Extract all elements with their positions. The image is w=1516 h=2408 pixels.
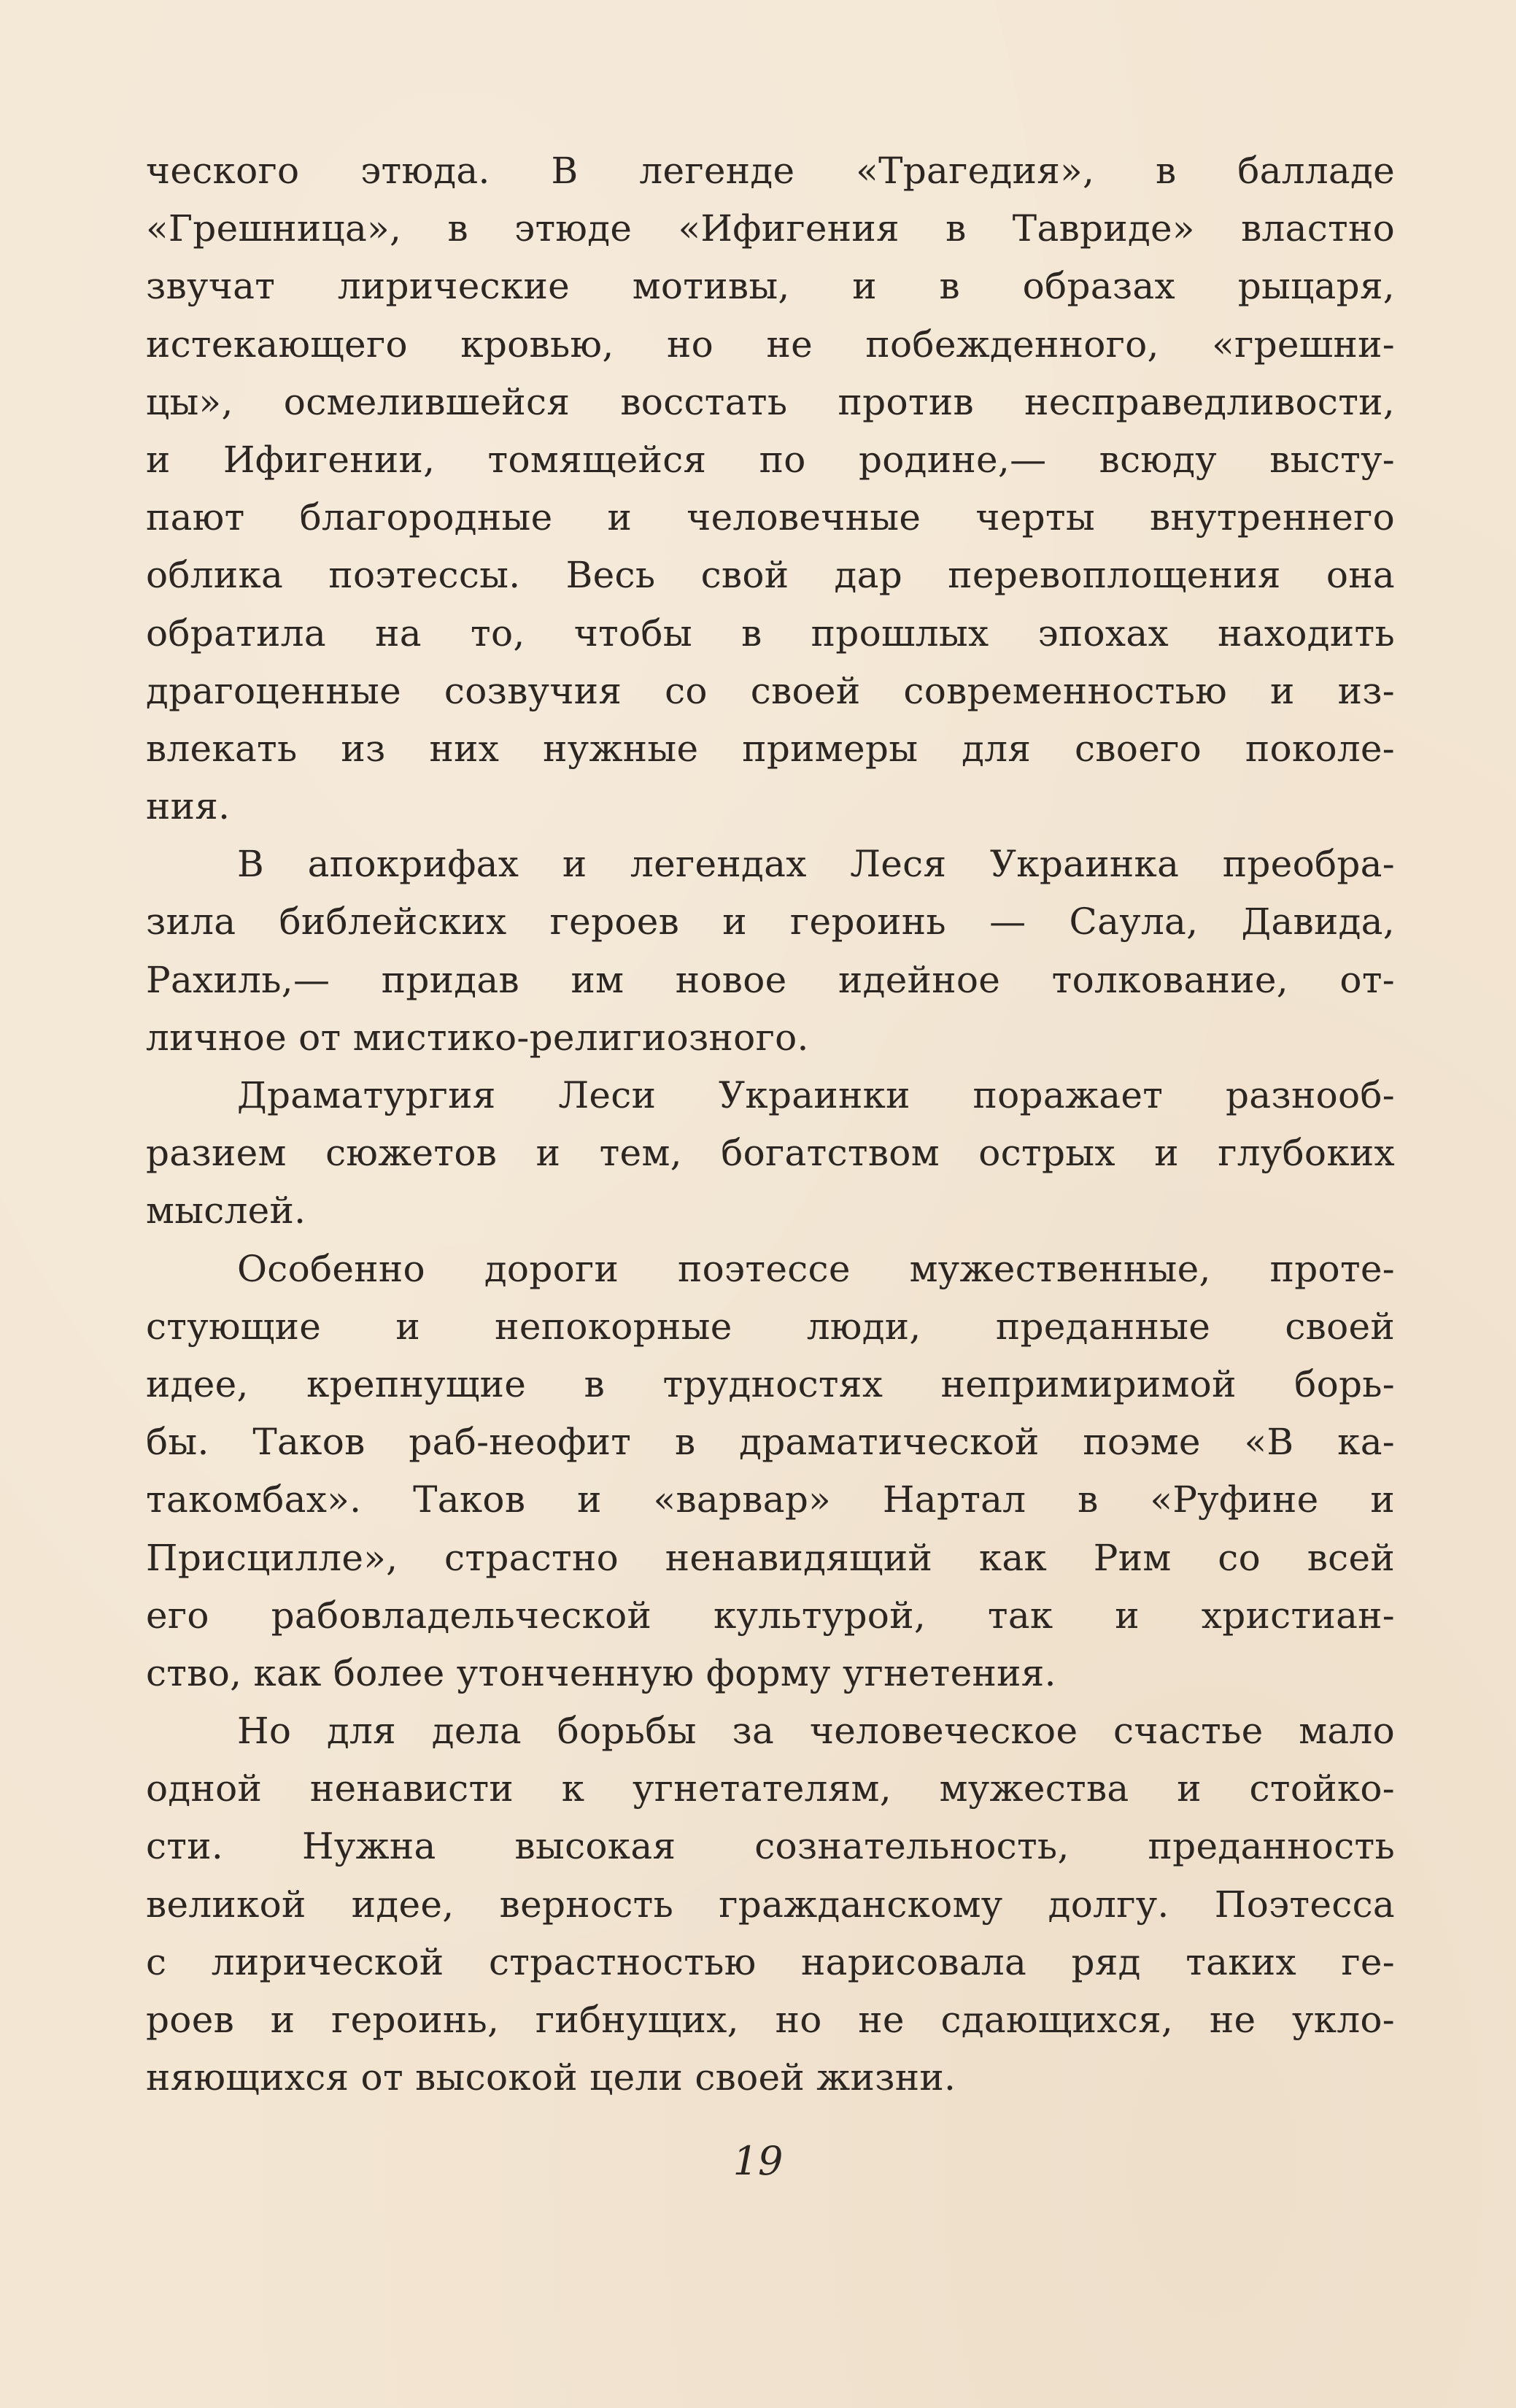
text-line: с лирической страстностью нарисовала ряд таких ге-	[146, 1940, 1395, 1983]
text-line: разием сюжетов и тем, богатством острых и глубоких	[146, 1132, 1395, 1175]
text-line: мыслей.	[146, 1189, 306, 1232]
text-line: драгоценные созвучия со своей современностью и из-	[146, 669, 1395, 712]
text-line: «Грешница», в этюде «Ифигения в Тавриде» властно	[146, 207, 1395, 250]
text-line: зила библейских героев и героинь — Саула, Давида,	[146, 900, 1395, 943]
text-line: истекающего кровью, но не побежденного, «грешни-	[146, 323, 1395, 366]
text-line: сти. Нужна высокая сознательность, преданность	[146, 1825, 1395, 1868]
text-line: роев и героинь, гибнущих, но не сдающихся, не укло-	[146, 1999, 1395, 2041]
text-line: бы. Таков раб-неофит в драматической поэме «В ка-	[146, 1421, 1395, 1464]
text-line: ческого этюда. В легенде «Трагедия», в балладе	[146, 150, 1395, 192]
text-line: облика поэтессы. Весь свой дар перевоплощения она	[146, 554, 1395, 597]
page-number: 19	[732, 2138, 784, 2184]
body-text	[146, 142, 1395, 2107]
text-line: В апокрифах и легендах Леся Украинка преобра-	[237, 843, 1395, 886]
text-line: няющихся от высокой цели своей жизни.	[146, 2056, 956, 2099]
text-line: ния.	[146, 785, 231, 828]
text-line: великой идее, верность гражданскому долгу. Поэтесса	[146, 1883, 1395, 1926]
text-line: влекать из них нужные примеры для своего поколе-	[146, 727, 1395, 770]
text-line: его рабовладельческой культурой, так и христиан-	[146, 1594, 1395, 1637]
text-line: Драматургия Леси Украинки поражает разнооб-	[237, 1074, 1395, 1116]
text-line: идее, крепнущие в трудностях непримиримой борь-	[146, 1362, 1395, 1405]
text-line: Особенно дороги поэтессе мужественные, проте-	[237, 1247, 1395, 1290]
text-line: Присцилле», страстно ненавидящий как Рим со всей	[146, 1536, 1395, 1579]
text-line: пают благородные и человечные черты внутреннего	[146, 496, 1395, 539]
text-line: такомбах». Таков и «варвар» Нартал в «Руфине и	[146, 1478, 1395, 1521]
text-line: личное от мистико-религиозного.	[146, 1016, 809, 1059]
text-line: ство, как более утонченную форму угнетения.	[146, 1651, 1056, 1694]
text-line: одной ненависти к угнетателям, мужества и стойко-	[146, 1767, 1395, 1810]
text-line: обратила на то, чтобы в прошлых эпохах находить	[146, 611, 1395, 655]
text-line: звучат лирические мотивы, и в образах рыцаря,	[146, 265, 1395, 308]
text-line: цы», осмелившейся восстать против несправедливости,	[146, 380, 1395, 423]
text-line: и Ифигении, томящейся по родине,— всюду высту-	[146, 438, 1395, 481]
text-line: Но для дела борьбы за человеческое счастье мало	[237, 1710, 1395, 1753]
text-line: Рахиль,— придав им новое идейное толкование, от-	[146, 958, 1395, 1001]
text-line: стующие и непокорные люди, преданные своей	[146, 1305, 1395, 1348]
